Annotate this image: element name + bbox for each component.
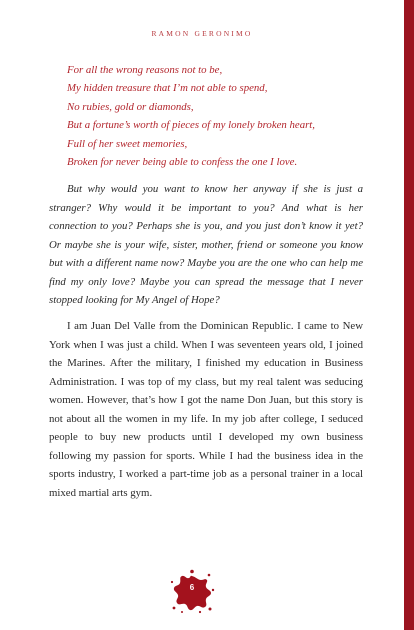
poem-line: Full of her sweet memories, — [67, 137, 188, 150]
poem-line: Broken for never being able to confess the one I love. — [67, 156, 298, 169]
poem-line: For all the wrong reasons not to be, — [67, 64, 223, 76]
page-number: 6 — [189, 583, 195, 592]
side-accent-bar — [404, 0, 414, 630]
running-head-author: RAMON GERONIMO — [151, 29, 253, 38]
poem-stanza — [67, 61, 367, 171]
intro-paragraph: I am Juan Del Valle from the Dominican Republic. I came to New York when I was just a child. When I was seventeen years old, I joined the Marines. After the military, I finished my education in Business Administration. I was top of my class, but my real talent was seducing women. However, that’s how I got the name Don Juan, but this story is not about all the women in my life. In my job after college, I seduced people to buy new products until I developed my own business following my passion for sports. While I had the business idea in the sports industry, I worked a part-time job as a personal trainer in a local mixed martial arts gym. — [49, 320, 363, 499]
italic-question-paragraph: But why would you want to know her anyway if she is just a stranger? Why would it be important to you? And what is her connection to you? Perhaps she is you, and you just don’t know it yet? Or maybe she is your wife, sister, mother, friend or someone you know but with a different name now? Maybe you are the one who can help me find my only love? Maybe you can spread the message that I never stopped looking for My Angel of Hope? — [49, 183, 363, 306]
page-number-badge — [169, 568, 215, 614]
poem-line: No rubies, gold or diamonds, — [67, 100, 194, 113]
poem-line: But a fortune’s worth of pieces of my lonely broken heart, — [67, 119, 315, 132]
poem-line: My hidden treasure that I’m not able to spend, — [67, 82, 268, 95]
